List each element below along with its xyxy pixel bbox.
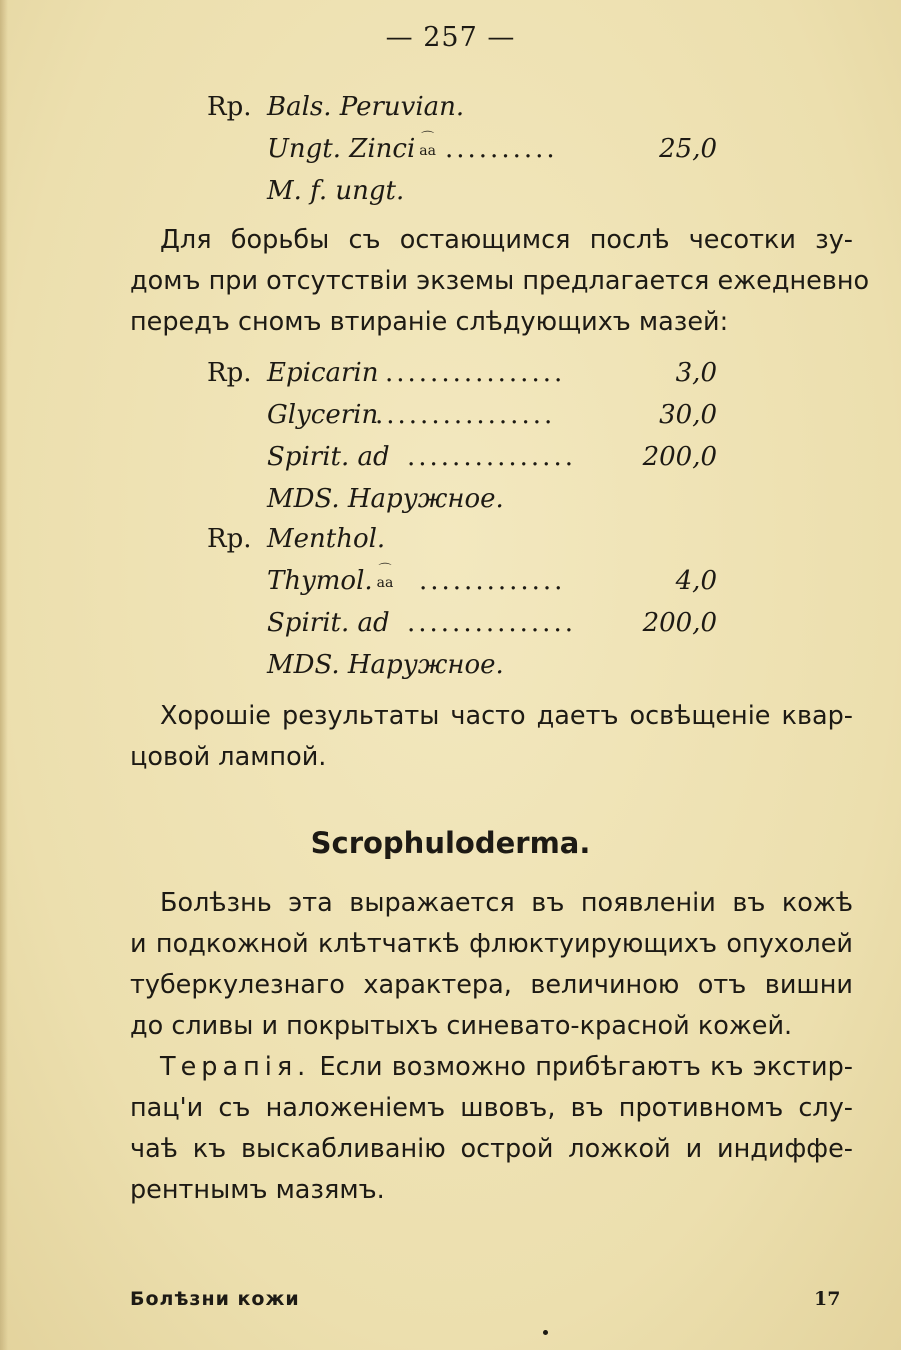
recipe-line — [207, 86, 717, 128]
recipe-amount: 4,0 — [675, 566, 717, 596]
recipe-ingredient: MDS. Наружное. — [267, 650, 504, 680]
page-edge-shadow — [0, 0, 8, 1350]
recipe-ingredient: Spirit. ad — [267, 442, 390, 472]
recipe-ingredient: M. f. ungt. — [267, 176, 405, 206]
text-line: цовой лампой. — [130, 742, 327, 772]
recipe-line — [207, 436, 717, 478]
recipe-line — [207, 128, 717, 170]
leader-dots: ............... — [407, 442, 576, 472]
paragraph-4 — [130, 1047, 853, 1211]
recipe-ingredient: MDS. Наружное. — [267, 484, 504, 514]
recipe-line — [207, 644, 717, 686]
aa-mark: ⌒ aa — [376, 563, 394, 591]
recipe-line — [207, 478, 717, 520]
recipe-rp: Rp. — [207, 358, 252, 388]
paragraph-3 — [130, 883, 853, 1047]
text-line: рентнымъ мазямъ. — [130, 1175, 385, 1205]
recipe-line — [207, 518, 717, 560]
recipe-amount: 200,0 — [642, 608, 717, 638]
paragraph-2 — [130, 696, 853, 778]
leader-dots: ................ — [385, 358, 566, 388]
recipe-line — [207, 352, 717, 394]
text-line: до сливы и покрытыхъ синевато-красной кожей. — [130, 1011, 793, 1041]
tilde-icon: ⌒ — [421, 131, 435, 146]
recipe-ingredient: Epicarin — [267, 358, 379, 388]
text-line: пац'и съ наложеніемъ швовъ, въ противномъ слу- — [130, 1093, 853, 1123]
recipe-2 — [207, 352, 717, 520]
footer-title: Болѣзни кожи — [130, 1288, 300, 1310]
recipe-ingredient: Spirit. ad — [267, 608, 390, 638]
recipe-amount: 3,0 — [675, 358, 717, 388]
text-line: Болѣзнь эта выражается въ появленіи въ кожѣ — [160, 888, 853, 918]
recipe-rp: Rp. — [207, 524, 252, 554]
recipe-ingredient: Glycerin — [267, 400, 379, 430]
aa-mark: ⌒ aa — [419, 131, 436, 159]
recipe-ingredient: Bals. Peruvian. — [267, 92, 465, 122]
text-line: туберкулезнаго характера, величиною отъ вишни — [130, 970, 853, 1000]
text-line: Хорошіе результаты часто даетъ освѣщеніе квар- — [160, 701, 853, 731]
recipe-line — [207, 394, 717, 436]
recipe-ingredient: Thymol. ⌒ aa — [267, 563, 394, 596]
text-line: чаѣ къ выскабливанію острой ложкой и индиффе- — [130, 1134, 853, 1164]
text-line: Терапія. Если возможно прибѣгаютъ къ экстир- — [160, 1052, 853, 1082]
paragraph-1 — [130, 220, 870, 343]
recipe-line — [207, 560, 717, 602]
section-heading: Scrophuloderma. — [310, 826, 591, 860]
leader-dots: ............... — [407, 608, 576, 638]
recipe-line — [207, 170, 717, 212]
text-line: Для борьбы съ остающимся послѣ чесотки зу- — [160, 225, 853, 255]
leader-dots: .......... — [445, 134, 558, 164]
leader-dots: ................ — [375, 400, 556, 430]
text-line: и подкожной клѣтчаткѣ флюктуирующихъ опухолей — [130, 929, 853, 959]
text-line: домъ при отсутствіи экземы предлагается ежедневно — [130, 266, 870, 296]
leader-dots: ............. — [419, 566, 566, 596]
recipe-ingredient: Ungt. Zinci ⌒ aa — [267, 131, 436, 164]
page-number: — 257 — — [385, 22, 516, 53]
recipe-line — [207, 602, 717, 644]
recipe-1 — [207, 86, 717, 212]
recipe-amount: 30,0 — [659, 400, 717, 430]
tilde-icon: ⌒ — [378, 563, 392, 578]
recipe-3 — [207, 518, 717, 686]
recipe-amount: 200,0 — [642, 442, 717, 472]
recipe-ingredient: Menthol. — [267, 524, 386, 554]
text-line: передъ сномъ втираніе слѣдующихъ мазей: — [130, 307, 729, 337]
therapy-label: Терапія. — [160, 1052, 311, 1082]
footer-signature-number: 17 — [814, 1288, 841, 1310]
recipe-amount: 25,0 — [659, 134, 717, 164]
ink-dot — [543, 1330, 548, 1335]
recipe-rp: Rp. — [207, 92, 252, 122]
